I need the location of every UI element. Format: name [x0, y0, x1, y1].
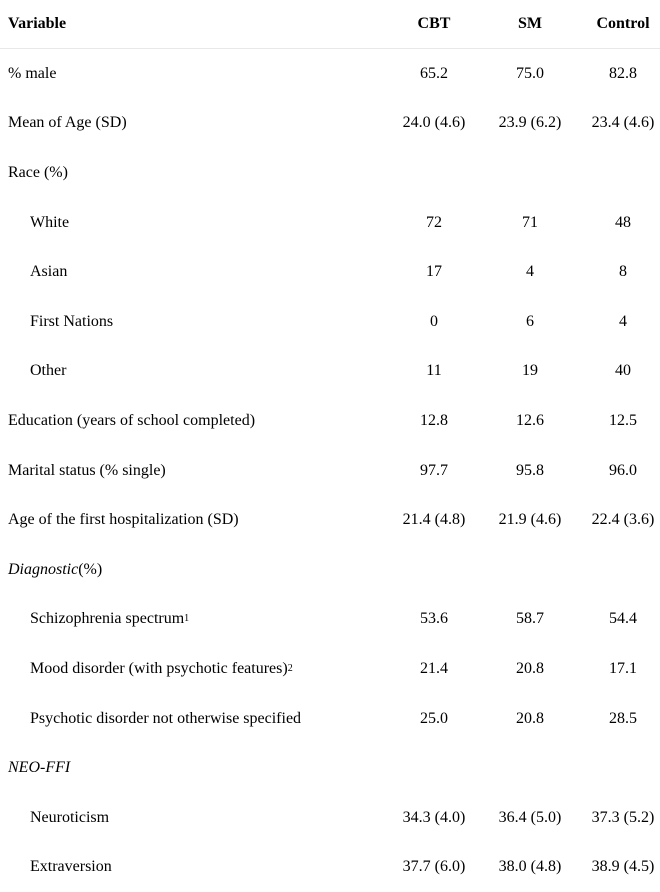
sm-value: 19 [490, 347, 570, 397]
sm-value: 20.8 [490, 644, 570, 694]
table-row [0, 49, 660, 99]
control-value: 40 [574, 347, 660, 397]
section-title: NEO-FFI [8, 743, 70, 793]
table-row [0, 644, 660, 694]
row-label: Schizophrenia spectrum 1 [30, 595, 189, 645]
row-label-text: Schizophrenia spectrum [30, 610, 184, 628]
row-label: Other [30, 347, 66, 397]
cbt-value: 21.4 [368, 644, 500, 694]
sm-value: 71 [490, 198, 570, 248]
row-label: Marital status (% single) [8, 446, 166, 496]
cbt-value: 72 [368, 198, 500, 248]
cbt-value: 0 [368, 297, 500, 347]
sm-value: 38.0 (4.8) [490, 843, 570, 892]
row-label: Psychotic disorder not otherwise specified [30, 694, 301, 744]
row-label: Age of the first hospitalization (SD) [8, 495, 239, 545]
cbt-value: 17 [368, 247, 500, 297]
sm-value: 58.7 [490, 595, 570, 645]
sm-value: 4 [490, 247, 570, 297]
control-value: 17.1 [574, 644, 660, 694]
cbt-value: 34.3 (4.0) [368, 793, 500, 843]
sm-value: 75.0 [490, 49, 570, 99]
control-value: 82.8 [574, 49, 660, 99]
row-label: % male [8, 49, 56, 99]
row-label: Neuroticism [30, 793, 109, 843]
control-value: 4 [574, 297, 660, 347]
header-sm: SM [490, 0, 570, 48]
table-row [0, 198, 660, 248]
row-label [8, 545, 102, 595]
cbt-value: 21.4 (4.8) [368, 495, 500, 545]
control-value: 38.9 (4.5) [574, 843, 660, 892]
row-label: White [30, 198, 69, 248]
table-row [0, 694, 660, 744]
control-value: 96.0 [574, 446, 660, 496]
table-row [0, 495, 660, 545]
table-row [0, 297, 660, 347]
sm-value: 21.9 (4.6) [490, 495, 570, 545]
table-row [0, 247, 660, 297]
section-title: Diagnostic [8, 561, 78, 579]
row-label: Asian [30, 247, 67, 297]
table-row [0, 545, 660, 595]
header-cbt: CBT [368, 0, 500, 48]
control-value: 28.5 [574, 694, 660, 744]
sm-value: 36.4 (5.0) [490, 793, 570, 843]
control-value: 54.4 [574, 595, 660, 645]
table-header [0, 0, 660, 49]
table-row [0, 396, 660, 446]
table-row [0, 743, 660, 793]
row-label: Mood disorder (with psychotic features) 2 [30, 644, 293, 694]
row-label: Race (%) [8, 148, 68, 198]
table-row [0, 148, 660, 198]
control-value: 48 [574, 198, 660, 248]
table-row [0, 347, 660, 397]
table-row [0, 446, 660, 496]
control-value: 8 [574, 247, 660, 297]
sm-value: 95.8 [490, 446, 570, 496]
table-row [0, 793, 660, 843]
control-value: 12.5 [574, 396, 660, 446]
row-label: Extraversion [30, 843, 112, 892]
table-row [0, 595, 660, 645]
table-row [0, 99, 660, 149]
row-label: Mean of Age (SD) [8, 99, 127, 149]
header-control: Control [574, 0, 660, 48]
cbt-value: 12.8 [368, 396, 500, 446]
sm-value: 23.9 (6.2) [490, 99, 570, 149]
control-value: 23.4 (4.6) [574, 99, 660, 149]
row-label: First Nations [30, 297, 113, 347]
cbt-value: 53.6 [368, 595, 500, 645]
sm-value: 6 [490, 297, 570, 347]
row-label-text: Mood disorder (with psychotic features) [30, 660, 288, 678]
sm-value: 20.8 [490, 694, 570, 744]
cbt-value: 11 [368, 347, 500, 397]
cbt-value: 97.7 [368, 446, 500, 496]
cbt-value: 24.0 (4.6) [368, 99, 500, 149]
sm-value: 12.6 [490, 396, 570, 446]
row-label: Education (years of school completed) [8, 396, 255, 446]
cbt-value: 65.2 [368, 49, 500, 99]
section-unit: (%) [78, 561, 102, 579]
control-value: 22.4 (3.6) [574, 495, 660, 545]
table-row [0, 843, 660, 892]
cbt-value: 37.7 (6.0) [368, 843, 500, 892]
cbt-value: 25.0 [368, 694, 500, 744]
control-value: 37.3 (5.2) [574, 793, 660, 843]
header-variable: Variable [8, 0, 66, 48]
